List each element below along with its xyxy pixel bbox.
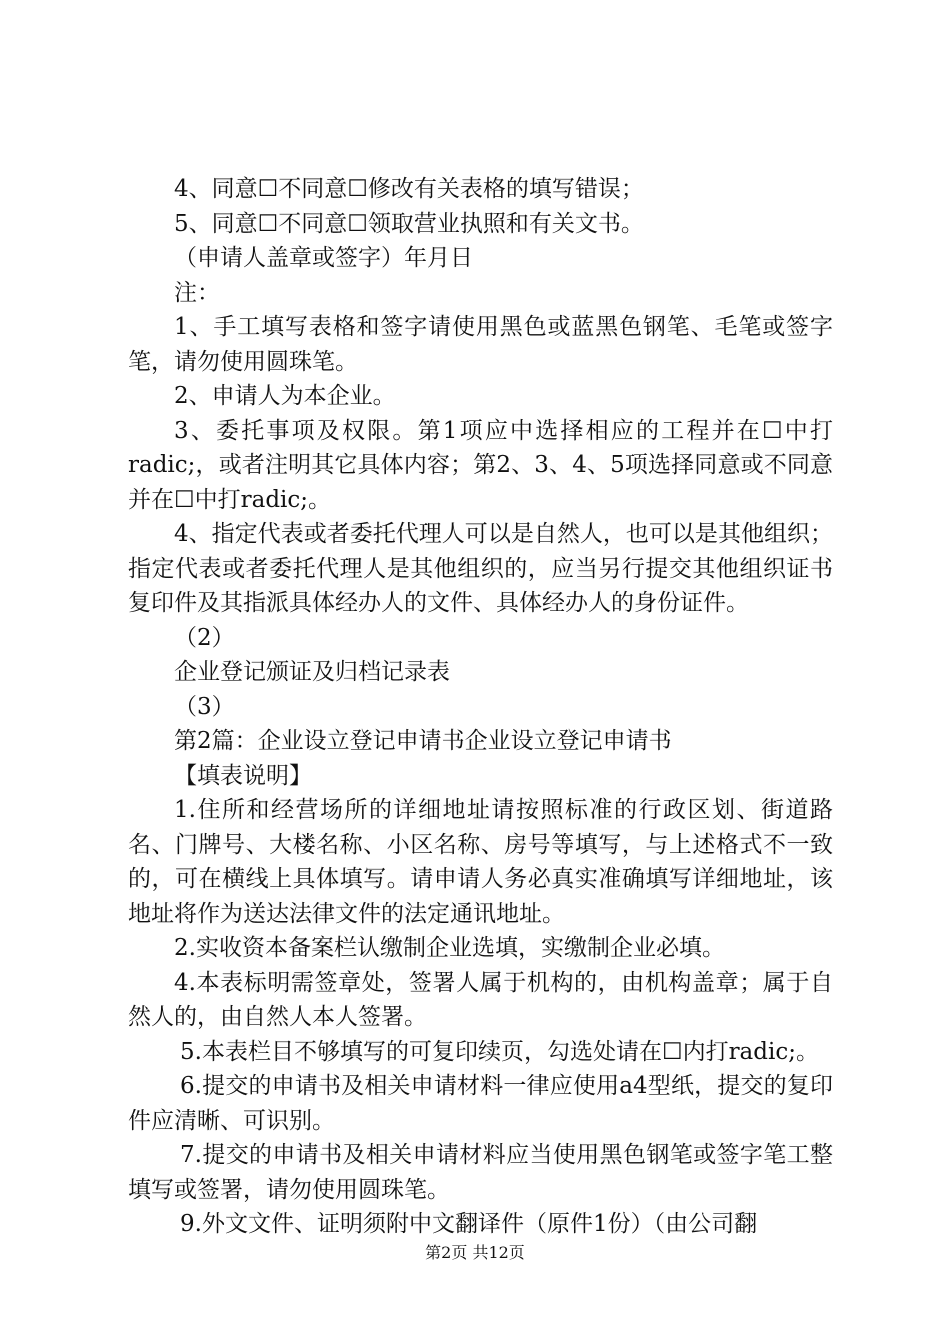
instructions-heading: 【填表说明】 — [174, 762, 312, 789]
signature-line: （申请人盖章或签字）年月日 — [174, 245, 473, 271]
record-table-title: 企业登记颁证及归档记录表 — [174, 659, 450, 685]
note-2: 2、申请人为本企业。 — [174, 383, 396, 409]
instruction-5: 5.本表栏目不够填写的可复印续页，勾选处请在☐内打radic;。 — [180, 1038, 819, 1065]
paragraph-item-4: 4、同意☐不同意☐修改有关表格的填写错误； — [174, 176, 644, 202]
instruction-2: 2.实收资本备案栏认缴制企业选填，实缴制企业必填。 — [174, 935, 725, 961]
page-footer: 第2页 共12页 — [425, 1243, 525, 1262]
chapter-title: 第2篇：企业设立登记申请书企业设立登记申请书 — [174, 728, 672, 754]
paragraph-item-5: 5、同意☐不同意☐领取营业执照和有关文书。 — [174, 210, 644, 237]
instruction-7: 7.提交的申请书及相关申请材料应当使用黑色钢笔或签字笔工整填写或签署，请勿使用圆珠笔。 — [128, 1142, 833, 1203]
instruction-6: 6.提交的申请书及相关申请材料一律应使用a4型纸，提交的复印件应清晰、可识别。 — [128, 1073, 833, 1134]
instruction-1: 1.住所和经营场所的详细地址请按照标准的行政区划、街道路名、门牌号、大楼名称、小区名称、房号等填写，与上述格式不一致的，可在横线上具体填写。请申请人务必真实准确填写详细地址，该地址将作为送达法律文件的法定通讯地址。 — [128, 797, 833, 927]
section-marker-2: （2） — [174, 624, 235, 651]
note-heading: 注： — [174, 279, 220, 306]
document-body — [128, 172, 833, 1242]
note-4: 4、指定代表或者委托代理人可以是自然人，也可以是其他组织；指定代表或者委托代理人是其他组织的，应当另行提交其他组织证书复印件及其指派具体经办人的文件、具体经办人的身份证件。 — [128, 521, 833, 616]
instruction-9: 9.外文文件、证明须附中文翻译件（原件1份）（由公司翻 — [180, 1211, 758, 1237]
instruction-4: 4.本表标明需签章处，签署人属于机构的，由机构盖章；属于自然人的，由自然人本人签署。 — [128, 969, 833, 1030]
note-3: 3、委托事项及权限。第1项应中选择相应的工程并在☐中打radic;，或者注明其它具体内容；第2、3、4、5项选择同意或不同意并在☐中打radic;。 — [128, 417, 833, 513]
section-marker-3: （3） — [174, 693, 235, 720]
note-1: 1、手工填写表格和签字请使用黑色或蓝黑色钢笔、毛笔或签字笔，请勿使用圆珠笔。 — [128, 314, 833, 375]
